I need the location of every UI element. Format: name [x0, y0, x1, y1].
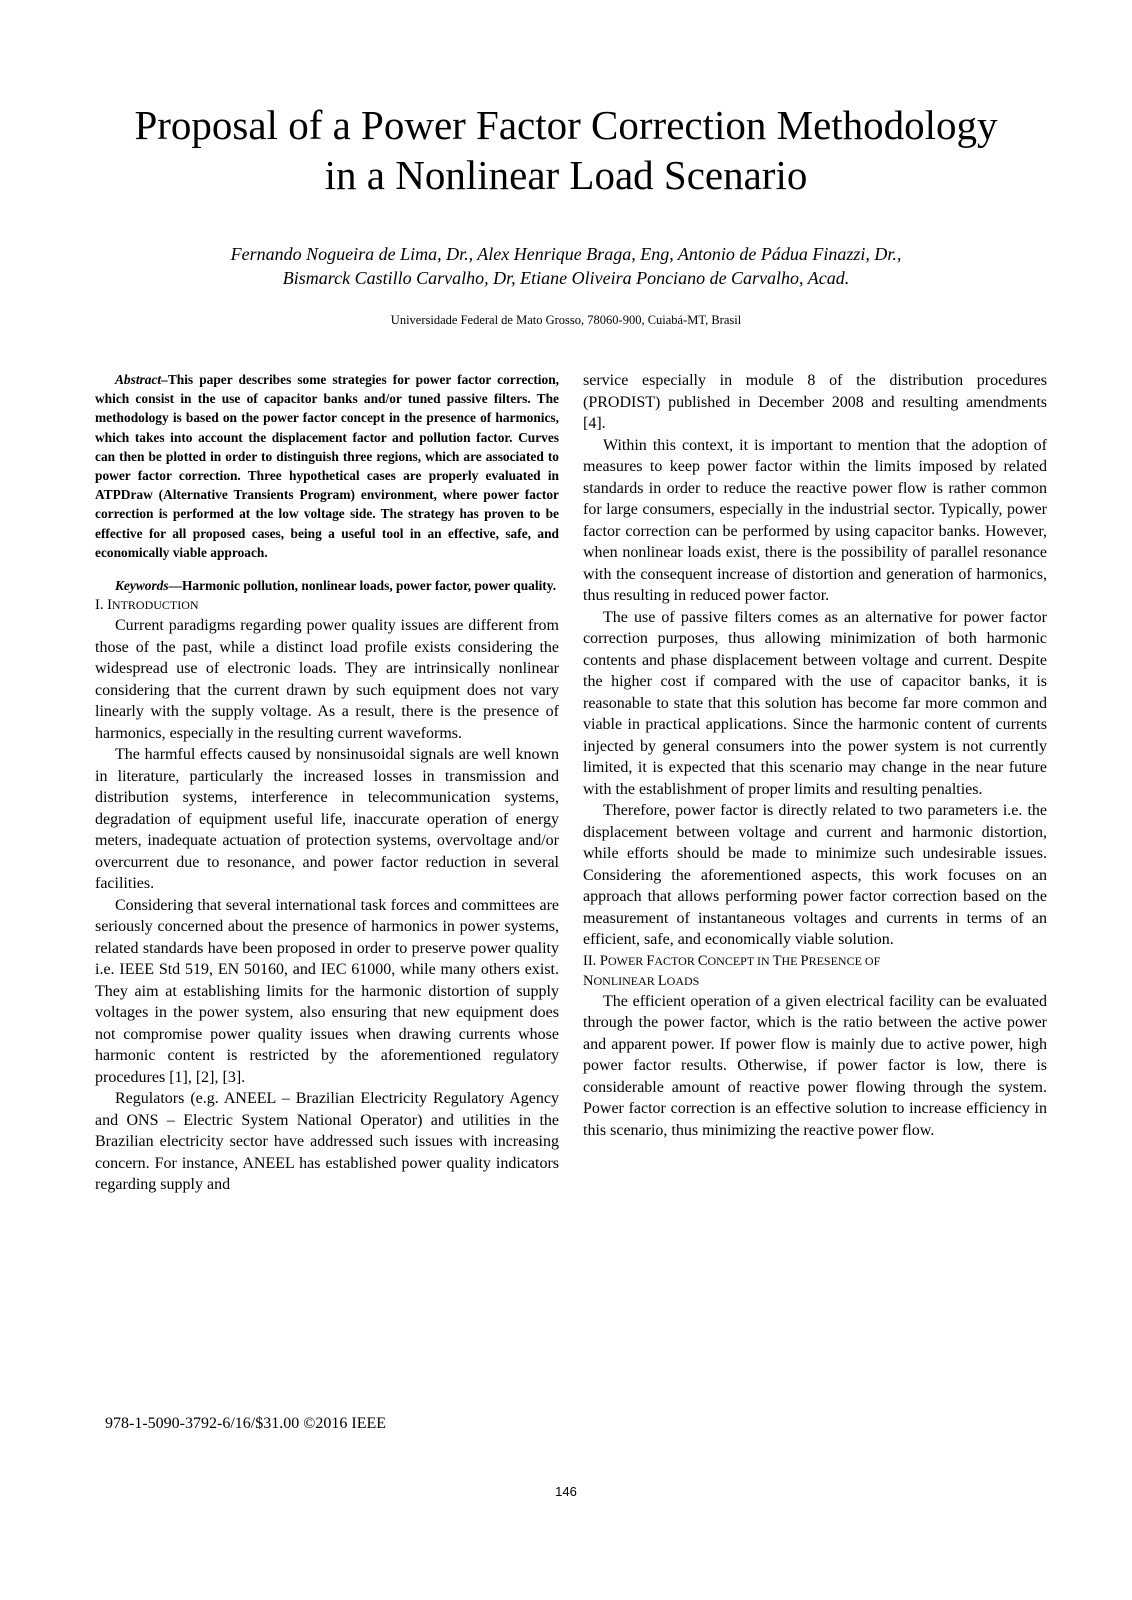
- abstract-text: This paper describes some strategies for power factor correction, which consist in the use of capacitor banks and/or tuned passive filters. The methodology is based on the power factor concept in the presence of harmonics, which takes into account the displacement factor and pollution factor. Curves can then be plotted in order to distinguish three regions, which are associated to power factor correction. Three hypothetical cases are properly evaluated in ATPDraw (Alternative Transients Program) environment, where power factor correction is performed at the low voltage side. The strategy has proven to be effective for all proposed cases, being a useful tool in an effective, safe, and economically viable approach.: [95, 372, 559, 560]
- section-heading-part: OWER: [607, 953, 647, 968]
- section-heading-part: ONCEPT IN: [707, 953, 773, 968]
- section-heading-part: N: [583, 972, 594, 989]
- page-number: 146: [555, 1484, 577, 1499]
- right-column: [583, 370, 1047, 1141]
- copyright-notice: 978-1-5090-3792-6/16/$31.00 ©2016 IEEE: [105, 1415, 387, 1432]
- paragraph: The harmful effects caused by nonsinusoidal signals are well known in literature, particularly the increased losses in transmission and distribution systems, interference in telecommunication systems, degradation of equipment useful life, inaccurate operation of energy meters, inadequate actuation of protection systems, overvoltage and/or overcurrent due to resonance, and power factor reduction in several facilities.: [95, 746, 559, 893]
- paragraph: Within this context, it is important to mention that the adoption of measures to keep power factor within the limits imposed by related standards in order to reduce the reactive power flow is rather common for large consumers, especially in the industrial sector. Typically, power factor correction can be performed by using capacitor banks. However, when nonlinear loads exist, there is the possibility of parallel resonance with the consequent increase of distortion and generation of harmonics, thus resulting in reduced power factor.: [583, 436, 1047, 604]
- paragraph: Therefore, power factor is directly related to two parameters i.e. the displacement between voltage and current and harmonic distortion, while efforts should be made to minimize such undesirable issues. Considering the aforementioned aspects, this work focuses on an approach that allows performing power factor correction based on the measurement of instantaneous voltages and currents in terms of an efficient, safe, and economically viable solution.: [583, 802, 1047, 948]
- title-line-1: Proposal of a Power Factor Correction Methodology: [134, 102, 998, 148]
- keywords-label: Keywords: [115, 578, 169, 594]
- section-heading-part: C: [697, 952, 708, 969]
- section-heading-introduction: [95, 595, 559, 615]
- section-heading-part: NTRODUCTION: [111, 598, 199, 613]
- section-heading-part: II. P: [583, 952, 608, 969]
- section-heading-part: T: [772, 952, 782, 969]
- section-heading-part: F: [646, 952, 655, 969]
- paragraph: The use of passive filters comes as an alternative for power factor correction purposes, thus allowing minimization of both harmonic contents and phase displacement between voltage and current. Despite the higher cost if compared with the use of capacitor banks, it is reasonable to state that this solution has become far more common and viable in practical applications. Since the harmonic content of currents injected by general consumers into the power system is not currently limited, it is expected that this scenario may change in the near future with the establishment of proper limits and resulting penalties.: [583, 608, 1047, 798]
- paragraph: Current paradigms regarding power quality issues are different from those of the past, while a distinct load profile exists considering the widespread use of electronic loads. They are intrinsically nonlinear considering that the current drawn by such equipment does not vary linearly with the supply voltage. As a result, there is the presence of harmonics, especially in the resulting current waveforms.: [95, 617, 559, 742]
- left-column: [95, 370, 559, 1196]
- section-heading-part: L: [657, 972, 667, 989]
- keywords-text: —Harmonic pollution, nonlinear loads, power factor, power quality.: [168, 578, 557, 594]
- paragraph: The efficient operation of a given electrical facility can be evaluated through the power factor, which is the ratio between the active power and apparent power. If power flow is mainly due to active power, high power factor results. Otherwise, if power factor is low, there is considerable amount of reactive power flowing through the system. Power factor correction is an effective solution to increase efficiency in this scenario, thus minimizing the reactive power flow.: [583, 992, 1047, 1139]
- paragraph: service especially in module 8 of the distribution procedures (PRODIST) published in December 2008 and resulting amendments [4].: [583, 372, 1047, 432]
- abstract: [95, 370, 559, 562]
- section-heading-part: OADS: [666, 973, 700, 988]
- affiliation: Universidade Federal de Mato Grosso, 78060-900, Cuiabá-MT, Brasil: [390, 313, 742, 327]
- title-line-2: in a Nonlinear Load Scenario: [324, 152, 808, 198]
- section-heading-part: ACTOR: [654, 953, 698, 968]
- section-heading-part: ONLINEAR: [593, 973, 658, 988]
- authors-line-1: Fernando Nogueira de Lima, Dr., Alex Henrique Braga, Eng, Antonio de Pádua Finazzi, Dr.,: [230, 244, 902, 264]
- section-heading-part: HE: [781, 953, 801, 968]
- paper-title: [60, 100, 1072, 200]
- keywords: [95, 576, 559, 595]
- section-heading-power-factor: [583, 951, 1047, 991]
- author-list: [100, 242, 1032, 290]
- section-heading-part: I. I: [95, 597, 112, 614]
- section-heading-part: P: [800, 952, 809, 969]
- paragraph: Considering that several international task forces and committees are seriously concerned about the presence of harmonics in power systems, related standards have been proposed in order to preserve power quality i.e. IEEE Std 519, EN 50160, and IEC 61000, while many others exist. They aim at establishing limits for the harmonic distortion of supply voltages in the power system, also ensuring that new equipment does not compromise power quality issues when drawing currents whose harmonic content is restricted by the aforementioned regulatory procedures [1], [2], [3].: [95, 896, 559, 1086]
- section-heading-part: RESENCE OF: [808, 953, 881, 968]
- abstract-label: Abstract–: [115, 372, 168, 387]
- paragraph: Regulators (e.g. ANEEL – Brazilian Electricity Regulatory Agency and ONS – Electric System National Operator) and utilities in the Brazilian electricity sector have addressed such issues with increasing concern. For instance, ANEEL has established power quality indicators regarding supply and: [95, 1090, 559, 1194]
- authors-line-2: Bismarck Castillo Carvalho, Dr, Etiane Oliveira Ponciano de Carvalho, Acad.: [282, 268, 850, 288]
